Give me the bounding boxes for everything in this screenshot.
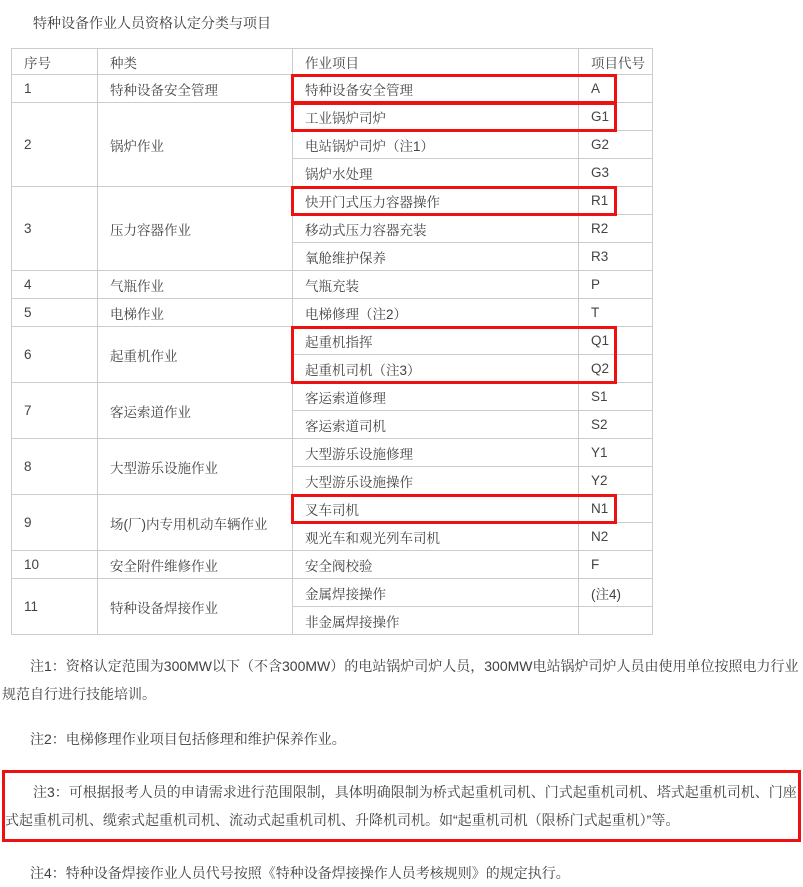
seq-cell: 1 [12,75,98,103]
project-cell: 氧舱维护保养 [293,243,579,271]
seq-cell: 4 [12,271,98,299]
qualification-table [11,48,653,635]
code-cell: G1 [579,103,653,131]
table-row [12,551,653,579]
header-category: 种类 [98,49,293,75]
code-cell: Y1 [579,439,653,467]
code-cell [579,607,653,635]
project-cell: 客运索道司机 [293,411,579,439]
project-cell: 气瓶充装 [293,271,579,299]
seq-cell: 2 [12,103,98,187]
code-cell: F [579,551,653,579]
project-cell: 快开门式压力容器操作 [293,187,579,215]
note-3-highlight-box [2,770,801,842]
category-cell: 气瓶作业 [98,271,293,299]
category-cell: 客运索道作业 [98,383,293,439]
notes-section [0,652,803,887]
project-cell: 起重机指挥 [293,327,579,355]
project-cell: 电站锅炉司炉（注1） [293,131,579,159]
seq-cell: 10 [12,551,98,579]
project-cell: 客运索道修理 [293,383,579,411]
project-cell: 观光车和观光列车司机 [293,523,579,551]
header-code: 项目代号 [579,49,653,75]
table-row [12,187,653,215]
seq-cell: 6 [12,327,98,383]
code-cell: A [579,75,653,103]
project-cell: 工业锅炉司炉 [293,103,579,131]
project-cell: 起重机司机（注3） [293,355,579,383]
project-cell: 电梯修理（注2） [293,299,579,327]
project-cell: 大型游乐设施操作 [293,467,579,495]
table-row [12,103,653,131]
code-cell: Q1 [579,327,653,355]
project-cell: 大型游乐设施修理 [293,439,579,467]
note-1: 注1：资格认定范围为300MW以下（不含300MW）的电站锅炉司炉人员，300MW电站锅炉司炉人员由使用单位按照电力行业规范自行进行技能培训。 [2,658,799,702]
seq-cell: 7 [12,383,98,439]
table-row [12,579,653,607]
header-project: 作业项目 [293,49,579,75]
table-row [12,439,653,467]
category-cell: 安全附件维修作业 [98,551,293,579]
header-seq: 序号 [12,49,98,75]
table-row [12,495,653,523]
project-cell: 安全阀校验 [293,551,579,579]
project-cell: 非金属焊接操作 [293,607,579,635]
project-cell: 叉车司机 [293,495,579,523]
code-cell: R1 [579,187,653,215]
category-cell: 锅炉作业 [98,103,293,187]
code-cell: S1 [579,383,653,411]
page-title: 特种设备作业人员资格认定分类与项目 [33,15,271,31]
code-cell: P [579,271,653,299]
table-row [12,271,653,299]
category-cell: 电梯作业 [98,299,293,327]
document-page [0,13,803,887]
table-row [12,75,653,103]
seq-cell: 5 [12,299,98,327]
category-cell: 场(厂)内专用机动车辆作业 [98,495,293,551]
seq-cell: 9 [12,495,98,551]
table-body [12,75,653,635]
category-cell: 特种设备焊接作业 [98,579,293,635]
note-3: 注3：可根据报考人员的申请需求进行范围限制，具体明确限制为桥式起重机司机、门式起重机司机、塔式起重机司机、门座式起重机司机、缆索式起重机司机、流动式起重机司机、升降机司机。如“起重机司机（限桥门式起重机）”等。 [5,784,797,828]
category-cell: 起重机作业 [98,327,293,383]
project-cell: 金属焊接操作 [293,579,579,607]
category-cell: 特种设备安全管理 [98,75,293,103]
category-cell: 压力容器作业 [98,187,293,271]
code-cell: G3 [579,159,653,187]
code-cell: R3 [579,243,653,271]
project-cell: 移动式压力容器充装 [293,215,579,243]
table-row [12,299,653,327]
code-cell: G2 [579,131,653,159]
code-cell: N1 [579,495,653,523]
code-cell: Y2 [579,467,653,495]
code-cell: S2 [579,411,653,439]
category-cell: 大型游乐设施作业 [98,439,293,495]
code-cell: T [579,299,653,327]
table-wrapper [0,48,803,635]
project-cell: 锅炉水处理 [293,159,579,187]
seq-cell: 8 [12,439,98,495]
note-4: 注4：特种设备焊接作业人员代号按照《特种设备焊接操作人员考核规则》的规定执行。 [30,865,570,881]
project-cell: 特种设备安全管理 [293,75,579,103]
code-cell: R2 [579,215,653,243]
code-cell: N2 [579,523,653,551]
seq-cell: 3 [12,187,98,271]
code-cell: Q2 [579,355,653,383]
table-header-row [12,49,653,75]
table-row [12,327,653,355]
table-row [12,383,653,411]
note-2: 注2：电梯修理作业项目包括修理和维护保养作业。 [30,731,346,747]
seq-cell: 11 [12,579,98,635]
code-cell: (注4) [579,579,653,607]
